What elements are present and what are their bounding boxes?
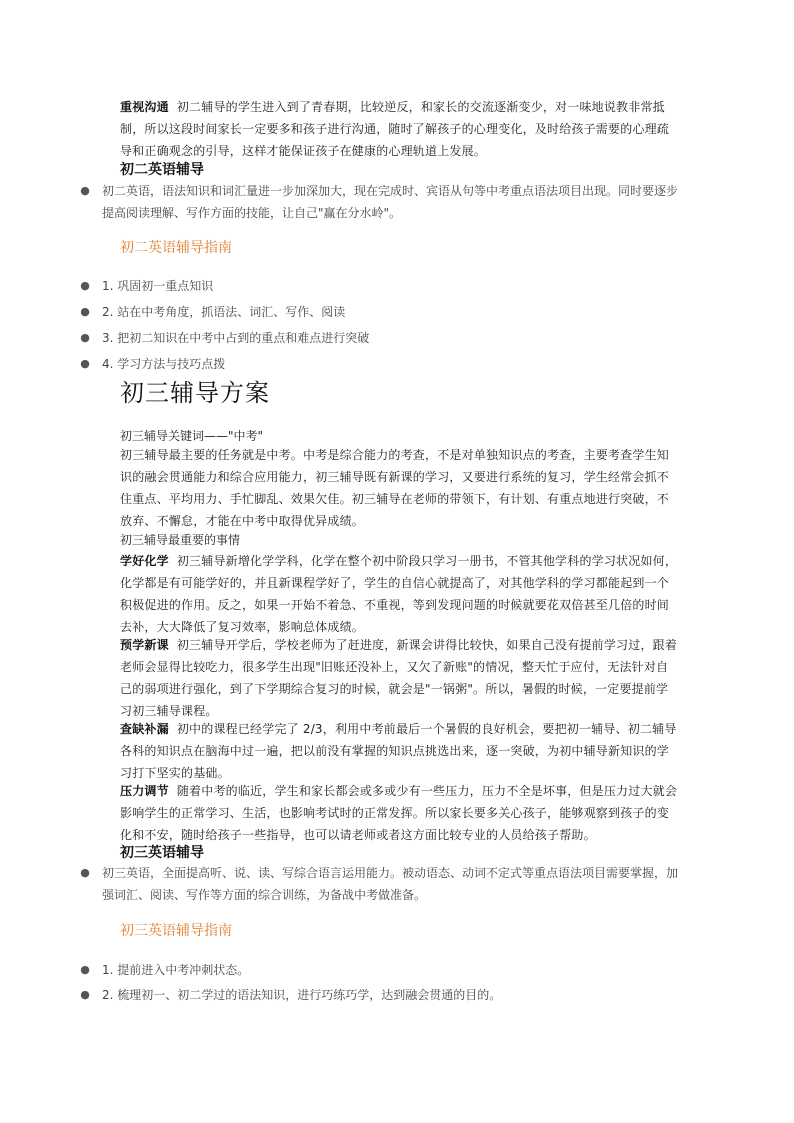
bullet-icon: ●	[80, 866, 90, 879]
bullet-icon: ●	[80, 184, 90, 197]
list-item	[78, 354, 678, 374]
review-text: 初中的课程已经学完了 2/3，利用中考前最后一个暑假的良好机会，要把初一辅导、初二辅导各科的知识点在脑海中过一遍，把以前没有掌握的知识点挑选出来，逐一突破，为初中辅导新知识的学习打下坚实的基础。	[120, 722, 677, 780]
pressure-paragraph	[120, 780, 678, 846]
bullet-icon: ●	[80, 988, 90, 1001]
grade2-guide-title: 初二英语辅导指南	[120, 240, 232, 256]
pressure-text: 随着中考的临近，学生和家长都会或多或少有一些压力，压力不全是坏事，但是压力过大就会影响学生的正常学习、生活，也影响考试时的正常发挥。所以家长要多关心孩子，能够观察到孩子的变化和不安，随时给孩子一些指导，也可以请老师或者这方面比较专业的人员给孩子帮助。	[120, 784, 678, 842]
grade3-title: 初三辅导方案	[120, 379, 270, 407]
preview-label: 预学新课	[120, 638, 169, 652]
chemistry-text: 初三辅导新增化学学科，化学在整个初中阶段只学习一册书，不管其他学科的学习状况如何，化学都是有可能学好的，并且新课程学好了，学生的自信心就提高了，对其他学科的学习都能起到一个积极促进的作用。反之，如果一开始不着急、不重视，等到发现问题的时候就要花双倍甚至几倍的时间去补，大大降低了复习效率，影响总体成绩。	[120, 554, 678, 634]
bullet-icon: ●	[80, 305, 90, 318]
bullet-icon: ●	[80, 279, 90, 292]
list-item-text: 3. 把初二知识在中考中占到的重点和难点进行突破	[102, 331, 370, 345]
communication-label: 重视沟通	[120, 100, 169, 114]
list-item-text: 2. 站在中考角度，抓语法、词汇、写作、阅读	[102, 305, 346, 319]
list-item	[78, 328, 678, 348]
chemistry-paragraph	[120, 550, 678, 638]
bullet-icon: ●	[80, 331, 90, 344]
list-item	[78, 960, 678, 980]
bullet-icon: ●	[80, 357, 90, 370]
list-item-text: 1. 巩固初一重点知识	[102, 279, 214, 293]
pressure-label: 压力调节	[120, 784, 169, 798]
grade3-english-text: 初三英语，全面提高听、说、读、写综合语言运用能力。被动语态、动词不定式等重点语法项目需要掌握，加强词汇、阅读、写作等方面的综合训练，为备战中考做准备。	[102, 866, 679, 902]
review-paragraph	[120, 718, 678, 784]
preview-text: 初三辅导开学后，学校老师为了赶进度，新课会讲得比较快，如果自己没有提前学习过，跟着老师会显得比较吃力，很多学生出现"旧账还没补上，又欠了新账"的情况，整天忙于应付，无法针对自己的弱项进行强化，到了下学期综合复习的时候，就会是"一锅粥"。所以，暑假的时候，一定要提前学习初三辅导课程。	[120, 638, 678, 718]
bullet-icon: ●	[80, 963, 90, 976]
grade2-english-text: 初二英语，语法知识和词汇量进一步加深加大，现在完成时、宾语从句等中考重点语法项目出现。同时要逐步提高阅读理解、写作方面的技能，让自己"赢在分水岭"。	[102, 184, 679, 220]
communication-paragraph	[120, 96, 678, 162]
grade3-keyword: 初三辅导关键词——"中考"	[120, 429, 264, 443]
grade3-intro: 初三辅导最主要的任务就是中考。中考是综合能力的考查，不是对单独知识点的考查，主要考查学生知识的融会贯通能力和综合应用能力，初三辅导既有新课的学习，又要进行系统的复习，学生经常会抓不住重点、平均用力、手忙脚乱、效果欠佳。初三辅导在老师的带领下，有计划、有重点地进行突破，不放弃、不懈怠，才能在中考中取得优异成绩。	[120, 448, 670, 528]
review-label: 查缺补漏	[120, 722, 169, 736]
preview-paragraph	[120, 634, 678, 722]
grade2-english-heading: 初二英语辅导	[120, 162, 204, 178]
grade2-english-bullet	[78, 180, 678, 224]
list-item-text: 4. 学习方法与技巧点拨	[102, 357, 226, 371]
list-item	[78, 302, 678, 322]
grade3-important-heading: 初三辅导最重要的事情	[120, 533, 241, 547]
communication-text: 初二辅导的学生进入到了青春期，比较逆反，和家长的交流逐渐变少，对一味地说教非常抵制，所以这段时间家长一定要多和孩子进行沟通，随时了解孩子的心理变化，及时给孩子需要的心理疏导和正确观念的引导，这样才能保证孩子在健康的心理轨道上发展。	[120, 100, 670, 158]
list-item	[78, 985, 678, 1005]
list-item-text: 2. 梳理初一、初二学过的语法知识，进行巧练巧学，达到融会贯通的目的。	[102, 988, 502, 1002]
list-item	[78, 276, 678, 296]
grade3-guide-title: 初三英语辅导指南	[120, 923, 232, 939]
chemistry-label: 学好化学	[120, 554, 169, 568]
grade3-english-bullet	[78, 862, 678, 906]
list-item-text: 1. 提前进入中考冲刺状态。	[102, 963, 250, 977]
grade3-english-heading: 初三英语辅导	[120, 845, 204, 861]
